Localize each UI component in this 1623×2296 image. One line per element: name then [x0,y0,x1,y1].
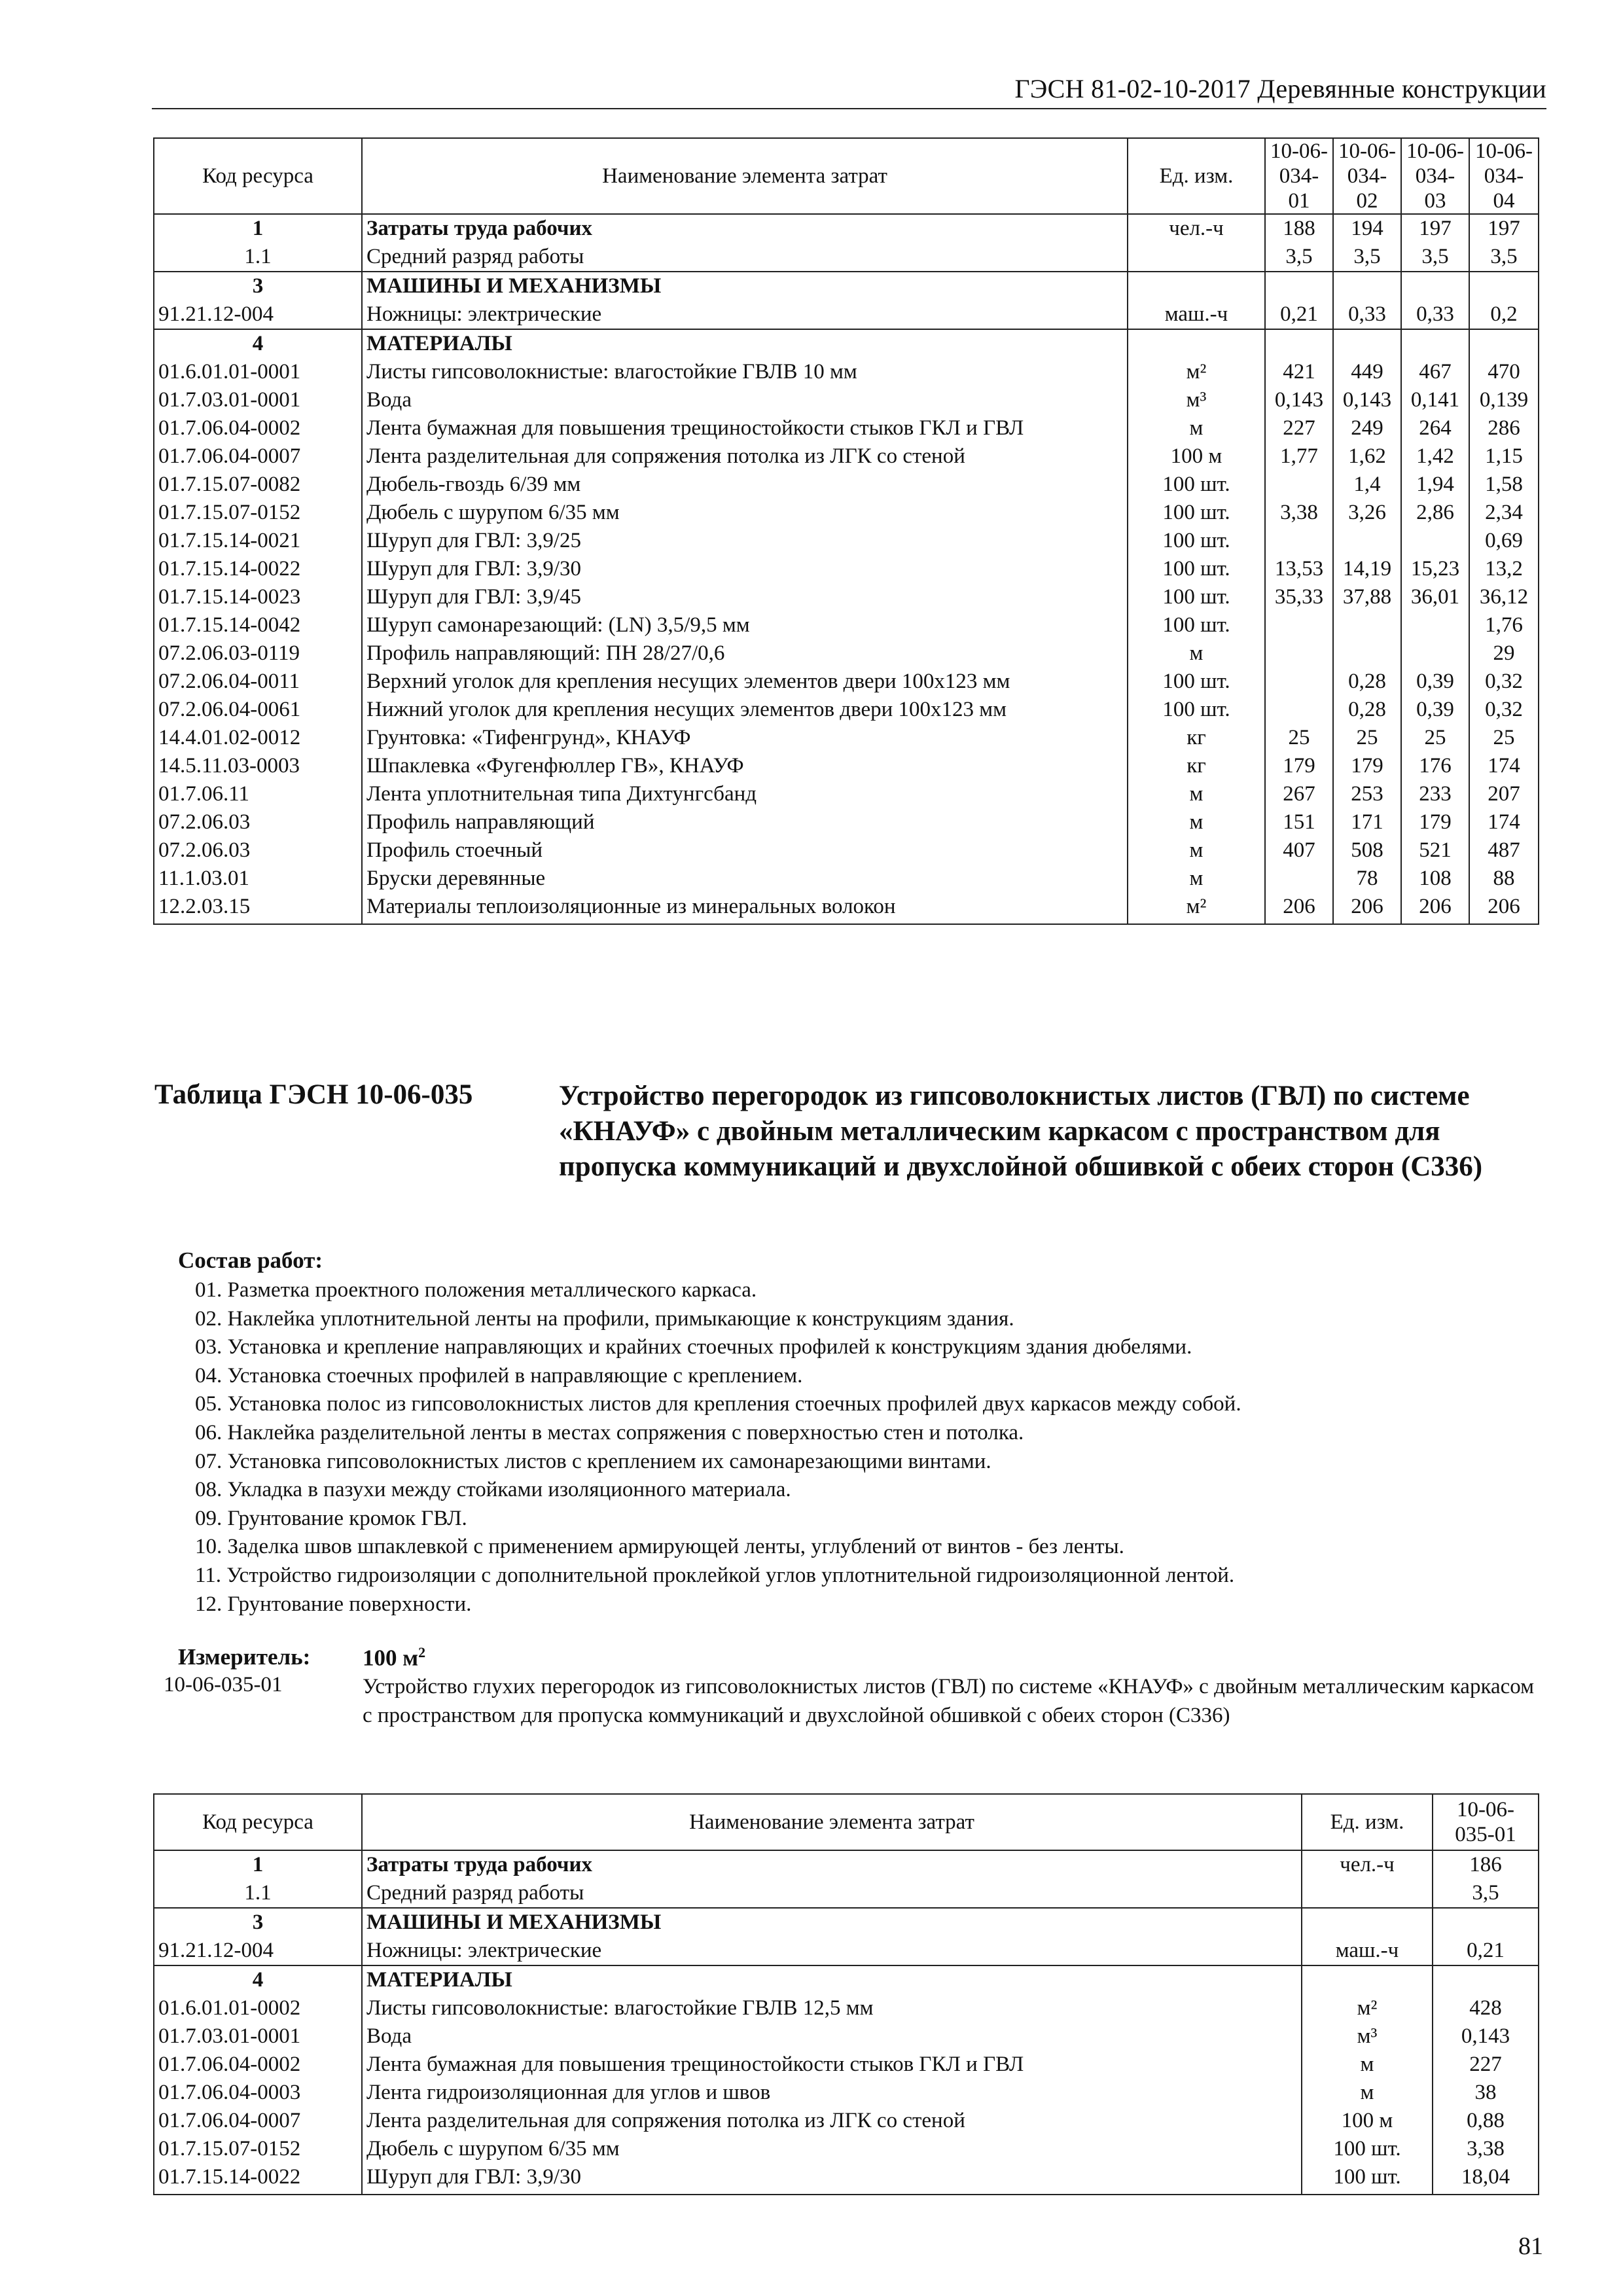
table-row [154,893,1539,924]
resource-value [1265,611,1333,639]
resource-value: 13,2 [1469,555,1539,583]
resource-name: МАТЕРИАЛЫ [362,1965,1302,1994]
resource-unit: м² [1302,1994,1433,2022]
table-row [154,780,1539,808]
resource-code: 01.7.15.14-0042 [154,611,362,639]
resource-value: 0,2 [1469,300,1539,329]
resource-unit: м³ [1128,386,1265,414]
table-row [154,243,1539,272]
resource-unit: м [1128,414,1265,442]
resource-code: 1 [154,1850,362,1879]
col-header-code: Код ресурса [154,1794,362,1850]
resource-value: 286 [1469,414,1539,442]
resource-value: 253 [1333,780,1401,808]
resource-code: 01.6.01.01-0002 [154,1994,362,2022]
resource-value: 1,15 [1469,442,1539,471]
operation-item: 02. Наклейка уплотнительной ленты на профили, примыкающие к конструкциям здания. [195,1306,1014,1331]
resource-value: 174 [1469,808,1539,836]
resource-code: 12.2.03.15 [154,893,362,924]
resource-code: 01.7.03.01-0001 [154,2022,362,2051]
resource-name: Шуруп для ГВЛ: 3,9/25 [362,527,1128,555]
table-row [154,329,1539,358]
resource-unit: м [1128,865,1265,893]
resource-code: 91.21.12-004 [154,1937,362,1965]
col-header-code: Код ресурса [154,138,362,214]
resource-unit: м [1128,780,1265,808]
resource-unit: кг [1128,724,1265,752]
table-row [154,724,1539,752]
resource-name: Шуруп для ГВЛ: 3,9/30 [362,2163,1302,2195]
resource-unit: 100 шт. [1128,668,1265,696]
resource-name: Шуруп для ГВЛ: 3,9/45 [362,583,1128,611]
operation-item: 12. Грунтование поверхности. [195,1592,472,1616]
resource-value: 37,88 [1333,583,1401,611]
resource-value: 179 [1333,752,1401,780]
table-row [154,752,1539,780]
resource-unit: 100 м [1128,442,1265,471]
resource-value [1265,471,1333,499]
resource-code: 1.1 [154,1879,362,1908]
resource-unit: 100 шт. [1128,471,1265,499]
resource-code: 01.7.15.07-0152 [154,499,362,527]
resource-value: 179 [1265,752,1333,780]
resource-name: Лента уплотнительная типа Дихтунгсбанд [362,780,1128,808]
resource-value [1265,272,1333,300]
resource-name: МАШИНЫ И МЕХАНИЗМЫ [362,272,1128,300]
resource-unit: чел.-ч [1128,214,1265,243]
resource-unit: 100 шт. [1128,555,1265,583]
table-row [154,555,1539,583]
resource-value [1333,329,1401,358]
resource-unit: 100 шт. [1128,527,1265,555]
table-row [154,2163,1539,2195]
operation-item: 07. Установка гипсоволокнистых листов с креплением их самонарезающими винтами. [195,1449,991,1473]
table-row [154,696,1539,724]
resource-value: 13,53 [1265,555,1333,583]
resource-value: 174 [1469,752,1539,780]
resource-code: 01.7.15.07-0082 [154,471,362,499]
resource-name: Затраты труда рабочих [362,1850,1302,1879]
resource-code: 01.7.15.14-0021 [154,527,362,555]
resource-value: 35,33 [1265,583,1333,611]
resource-code: 01.7.15.07-0152 [154,2135,362,2163]
resource-code: 07.2.06.04-0011 [154,668,362,696]
operation-item: 11. Устройство гидроизоляции с дополнительной проклейкой углов уплотнительной гидроизоляционной лентой. [195,1563,1235,1587]
resource-name: Ножницы: электрические [362,1937,1302,1965]
resource-name: Дюбель с шурупом 6/35 мм [362,2135,1302,2163]
resource-unit: 100 шт. [1302,2135,1433,2163]
operation-item: 09. Грунтование кромок ГВЛ. [195,1506,467,1530]
table-row [154,1908,1539,1937]
resource-unit: кг [1128,752,1265,780]
resource-name: Шпаклевка «Фугенфюллер ГВ», КНАУФ [362,752,1128,780]
resource-code: 07.2.06.03 [154,836,362,865]
norm-description: Устройство глухих перегородок из гипсоволокнистых листов (ГВЛ) по системе «КНАУФ» с двойным металлическим каркасом с пространством для пропуска коммуникаций и двухслойной обшивкой с обеих сторон (С336) [363,1675,1535,1727]
resource-code: 01.7.06.04-0007 [154,2107,362,2135]
resource-value: 1,4 [1333,471,1401,499]
resource-value: 3,5 [1401,243,1469,272]
resource-unit: маш.-ч [1302,1937,1433,1965]
resource-unit: м [1302,2079,1433,2107]
resource-value: 0,32 [1469,668,1539,696]
resource-value [1401,639,1469,668]
resource-unit: м [1128,808,1265,836]
resource-value: 176 [1401,752,1469,780]
table-row [154,611,1539,639]
resource-code: 01.7.15.14-0022 [154,2163,362,2195]
resource-name: Вода [362,2022,1302,2051]
resource-name: Лента бумажная для повышения трещиностойкости стыков ГКЛ и ГВЛ [362,414,1128,442]
table-row [154,214,1539,243]
resource-value [1333,272,1401,300]
table-row [154,414,1539,442]
resource-value: 0,39 [1401,696,1469,724]
table-row [154,1965,1539,1994]
resource-value: 14,19 [1333,555,1401,583]
resource-name: Профиль направляющий [362,808,1128,836]
resource-name: Профиль стоечный [362,836,1128,865]
resource-value: 3,5 [1333,243,1401,272]
resource-value: 0,21 [1433,1937,1539,1965]
resource-value: 3,26 [1333,499,1401,527]
resource-unit: 100 шт. [1128,499,1265,527]
table-row [154,1994,1539,2022]
resource-value: 0,143 [1265,386,1333,414]
resource-code: 01.7.15.14-0022 [154,555,362,583]
resource-code: 1 [154,214,362,243]
resource-value: 449 [1333,358,1401,386]
resource-code: 01.6.01.01-0001 [154,358,362,386]
resource-name: МАТЕРИАЛЫ [362,329,1128,358]
resource-code: 01.7.06.04-0002 [154,2051,362,2079]
resource-value: 194 [1333,214,1401,243]
resource-value: 197 [1469,214,1539,243]
resource-code: 01.7.06.04-0003 [154,2079,362,2107]
operation-item: 10. Заделка швов шпаклевкой с применением армирующей ленты, углублений от винтов - без ленты. [195,1535,1124,1559]
table-row [154,2051,1539,2079]
resource-value: 407 [1265,836,1333,865]
resource-name: Материалы теплоизоляционные из минеральных волокон [362,893,1128,924]
resource-value: 0,139 [1469,386,1539,414]
resource-value: 3,5 [1469,243,1539,272]
resource-name: Листы гипсоволокнистые: влагостойкие ГВЛВ 12,5 мм [362,1994,1302,2022]
resource-name: Лента разделительная для сопряжения потолка из ЛГК со стеной [362,2107,1302,2135]
table-row [154,2107,1539,2135]
table-row [154,386,1539,414]
resource-value [1469,272,1539,300]
resource-value [1265,865,1333,893]
composition-heading: Состав работ: [178,1247,323,1273]
resource-unit: 100 шт. [1302,2163,1433,2195]
resource-unit [1302,1965,1433,1994]
col-header-norm: 10-06- 034-03 [1401,138,1469,214]
col-header-unit: Ед. изм. [1128,138,1265,214]
resource-code: 91.21.12-004 [154,300,362,329]
resource-unit [1128,272,1265,300]
resource-code: 07.2.06.03-0119 [154,639,362,668]
resource-value [1433,1965,1539,1994]
resource-value: 1,94 [1401,471,1469,499]
resource-value [1333,527,1401,555]
resource-value: 1,42 [1401,442,1469,471]
resource-code: 3 [154,272,362,300]
resource-unit [1302,1879,1433,1908]
resource-table-body [154,1850,1539,2195]
col-header-name: Наименование элемента затрат [362,1794,1302,1850]
resource-value [1333,639,1401,668]
resource-value [1401,272,1469,300]
resource-value: 78 [1333,865,1401,893]
resource-value: 1,62 [1333,442,1401,471]
resource-value: 3,5 [1265,243,1333,272]
operation-item: 03. Установка и крепление направляющих и крайних стоечных профилей к конструкциям здания дюбелями. [195,1335,1192,1359]
table-row [154,2079,1539,2107]
resource-name: МАШИНЫ И МЕХАНИЗМЫ [362,1908,1302,1937]
resource-unit: м [1128,836,1265,865]
resource-value: 0,88 [1433,2107,1539,2135]
table-row [154,499,1539,527]
col-header-norm: 10-06- 034-01 [1265,138,1333,214]
page-number: 81 [1518,2233,1543,2260]
resource-value: 3,5 [1433,1879,1539,1908]
resource-unit [1128,329,1265,358]
resource-code: 3 [154,1908,362,1937]
operation-item: 04. Установка стоечных профилей в направляющие с креплением. [195,1363,803,1388]
resource-name: Шуруп для ГВЛ: 3,9/30 [362,555,1128,583]
resource-unit: м² [1128,358,1265,386]
resource-name: Затраты труда рабочих [362,214,1128,243]
operation-item: 08. Укладка в пазухи между стойками изоляционного материала. [195,1478,791,1502]
table-row [154,471,1539,499]
resource-value: 233 [1401,780,1469,808]
resource-unit: м³ [1302,2022,1433,2051]
operation-item: 01. Разметка проектного положения металлического каркаса. [195,1278,757,1302]
resource-value: 207 [1469,780,1539,808]
resource-value: 188 [1265,214,1333,243]
resource-value: 0,39 [1401,668,1469,696]
resource-value: 38 [1433,2079,1539,2107]
table-row [154,865,1539,893]
resource-value: 171 [1333,808,1401,836]
table-title: Устройство перегородок из гипсоволокнистых листов (ГВЛ) по системе «КНАУФ» с двойным металлическим каркасом с пространством для пропуска коммуникаций и двухслойной обшивкой с обеих сторон (С336) [559,1081,1483,1182]
resource-value: 36,12 [1469,583,1539,611]
operations-list [195,1276,1241,1619]
resource-name: Шуруп самонарезающий: (LN) 3,5/9,5 мм [362,611,1128,639]
resource-value [1333,611,1401,639]
resource-value: 206 [1401,893,1469,924]
resource-name: Ножницы: электрические [362,300,1128,329]
resource-value: 108 [1401,865,1469,893]
resource-code: 14.4.01.02-0012 [154,724,362,752]
resource-value: 227 [1265,414,1333,442]
resource-value: 1,58 [1469,471,1539,499]
table-row [154,808,1539,836]
resource-value: 3,38 [1265,499,1333,527]
col-header-norm: 10-06- 034-02 [1333,138,1401,214]
resource-name: Дюбель с шурупом 6/35 мм [362,499,1128,527]
resource-value: 36,01 [1401,583,1469,611]
resource-value: 0,28 [1333,696,1401,724]
resource-value: 508 [1333,836,1401,865]
meter-value: 100 $м^2$ [363,1644,426,1671]
table-row [154,527,1539,555]
resource-value: 0,33 [1333,300,1401,329]
header-rule [152,108,1546,109]
col-header-norm: 10-06- 035-01 [1433,1794,1539,1850]
resource-value: 1,76 [1469,611,1539,639]
resource-code: 4 [154,329,362,358]
resource-code: 14.5.11.03-0003 [154,752,362,780]
resource-value: 421 [1265,358,1333,386]
resource-value [1469,329,1539,358]
resource-code: 01.7.06.11 [154,780,362,808]
resource-value [1265,527,1333,555]
resource-unit: 100 м [1302,2107,1433,2135]
table-row [154,2022,1539,2051]
resource-value: 206 [1333,893,1401,924]
resource-value: 3,38 [1433,2135,1539,2163]
resource-name: Лента бумажная для повышения трещиностойкости стыков ГКЛ и ГВЛ [362,2051,1302,2079]
resource-table-035 [153,1793,1539,2195]
resource-value: 25 [1265,724,1333,752]
resource-value: 249 [1333,414,1401,442]
resource-value: 0,21 [1265,300,1333,329]
resource-value: 25 [1469,724,1539,752]
resource-code: 4 [154,1965,362,1994]
running-header: ГЭСН 81-02-10-2017 Деревянные конструкции [1014,74,1546,103]
resource-value: 267 [1265,780,1333,808]
resource-name: Верхний уголок для крепления несущих элементов двери 100x123 мм [362,668,1128,696]
resource-value: 29 [1469,639,1539,668]
resource-code: 01.7.15.14-0023 [154,583,362,611]
resource-value: 1,77 [1265,442,1333,471]
resource-value: 179 [1401,808,1469,836]
table-row [154,300,1539,329]
table-row [154,668,1539,696]
resource-value: 487 [1469,836,1539,865]
resource-code: 01.7.03.01-0001 [154,386,362,414]
resource-value [1433,1908,1539,1937]
resource-unit: 100 шт. [1128,583,1265,611]
resource-table-034 [153,137,1539,925]
resource-code: 11.1.03.01 [154,865,362,893]
resource-value: 428 [1433,1994,1539,2022]
table-row [154,1879,1539,1908]
table-row [154,583,1539,611]
resource-value [1265,639,1333,668]
resource-value: 0,28 [1333,668,1401,696]
resource-value: 0,143 [1333,386,1401,414]
resource-value: 197 [1401,214,1469,243]
resource-value: 15,23 [1401,555,1469,583]
resource-table-body [154,214,1539,924]
resource-value: 0,143 [1433,2022,1539,2051]
resource-value: 206 [1469,893,1539,924]
table-row [154,1937,1539,1965]
col-header-unit: Ед. изм. [1302,1794,1433,1850]
resource-value [1265,329,1333,358]
resource-name: Средний разряд работы [362,1879,1302,1908]
resource-value: 2,86 [1401,499,1469,527]
resource-value: 25 [1401,724,1469,752]
resource-value [1401,329,1469,358]
table-row [154,358,1539,386]
resource-value: 88 [1469,865,1539,893]
resource-name: Нижний уголок для крепления несущих элементов двери 100x123 мм [362,696,1128,724]
resource-unit: 100 шт. [1128,696,1265,724]
resource-code: 07.2.06.03 [154,808,362,836]
resource-value: 264 [1401,414,1469,442]
resource-code: 01.7.06.04-0002 [154,414,362,442]
resource-value: 18,04 [1433,2163,1539,2195]
resource-value: 0,69 [1469,527,1539,555]
resource-code: 07.2.06.04-0061 [154,696,362,724]
resource-name: Лента гидроизоляционная для углов и швов [362,2079,1302,2107]
resource-name: Средний разряд работы [362,243,1128,272]
resource-value [1265,696,1333,724]
resource-value [1401,527,1469,555]
resource-unit: 100 шт. [1128,611,1265,639]
resource-value: 151 [1265,808,1333,836]
resource-unit: м [1128,639,1265,668]
table-row [154,639,1539,668]
resource-name: Лента разделительная для сопряжения потолка из ЛГК со стеной [362,442,1128,471]
resource-value: 470 [1469,358,1539,386]
resource-value: 2,34 [1469,499,1539,527]
resource-value [1401,611,1469,639]
resource-unit: чел.-ч [1302,1850,1433,1879]
resource-value: 467 [1401,358,1469,386]
resource-name: Вода [362,386,1128,414]
resource-name: Листы гипсоволокнистые: влагостойкие ГВЛВ 10 мм [362,358,1128,386]
resource-unit [1128,243,1265,272]
table-row [154,1850,1539,1879]
resource-value: 227 [1433,2051,1539,2079]
table-row [154,272,1539,300]
meter-label: Измеритель: [178,1644,311,1670]
resource-value: 25 [1333,724,1401,752]
table-row [154,836,1539,865]
col-header-name: Наименование элемента затрат [362,138,1128,214]
resource-code: 1.1 [154,243,362,272]
resource-value: 521 [1401,836,1469,865]
resource-name: Дюбель-гвоздь 6/39 мм [362,471,1128,499]
table-row [154,442,1539,471]
resource-name: Бруски деревянные [362,865,1128,893]
table-row [154,2135,1539,2163]
resource-value: 206 [1265,893,1333,924]
resource-name: Профиль направляющий: ПН 28/27/0,6 [362,639,1128,668]
col-header-norm: 10-06- 034-04 [1469,138,1539,214]
resource-name: Грунтовка: «Тифенгрунд», КНАУФ [362,724,1128,752]
table-label: Таблица ГЭСН 10-06-035 [154,1079,473,1110]
norm-code: 10-06-035-01 [164,1673,283,1696]
operation-item: 06. Наклейка разделительной ленты в местах сопряжения с поверхностью стен и потолка. [195,1420,1024,1444]
operation-item: 05. Установка полос из гипсоволокнистых листов для крепления стоечных профилей двух каркасов между собой. [195,1392,1241,1416]
resource-value: 0,33 [1401,300,1469,329]
resource-unit [1302,1908,1433,1937]
resource-value [1265,668,1333,696]
resource-value: 186 [1433,1850,1539,1879]
resource-unit: м² [1128,893,1265,924]
resource-value: 0,141 [1401,386,1469,414]
resource-unit: маш.-ч [1128,300,1265,329]
resource-code: 01.7.06.04-0007 [154,442,362,471]
resource-unit: м [1302,2051,1433,2079]
resource-value: 0,32 [1469,696,1539,724]
